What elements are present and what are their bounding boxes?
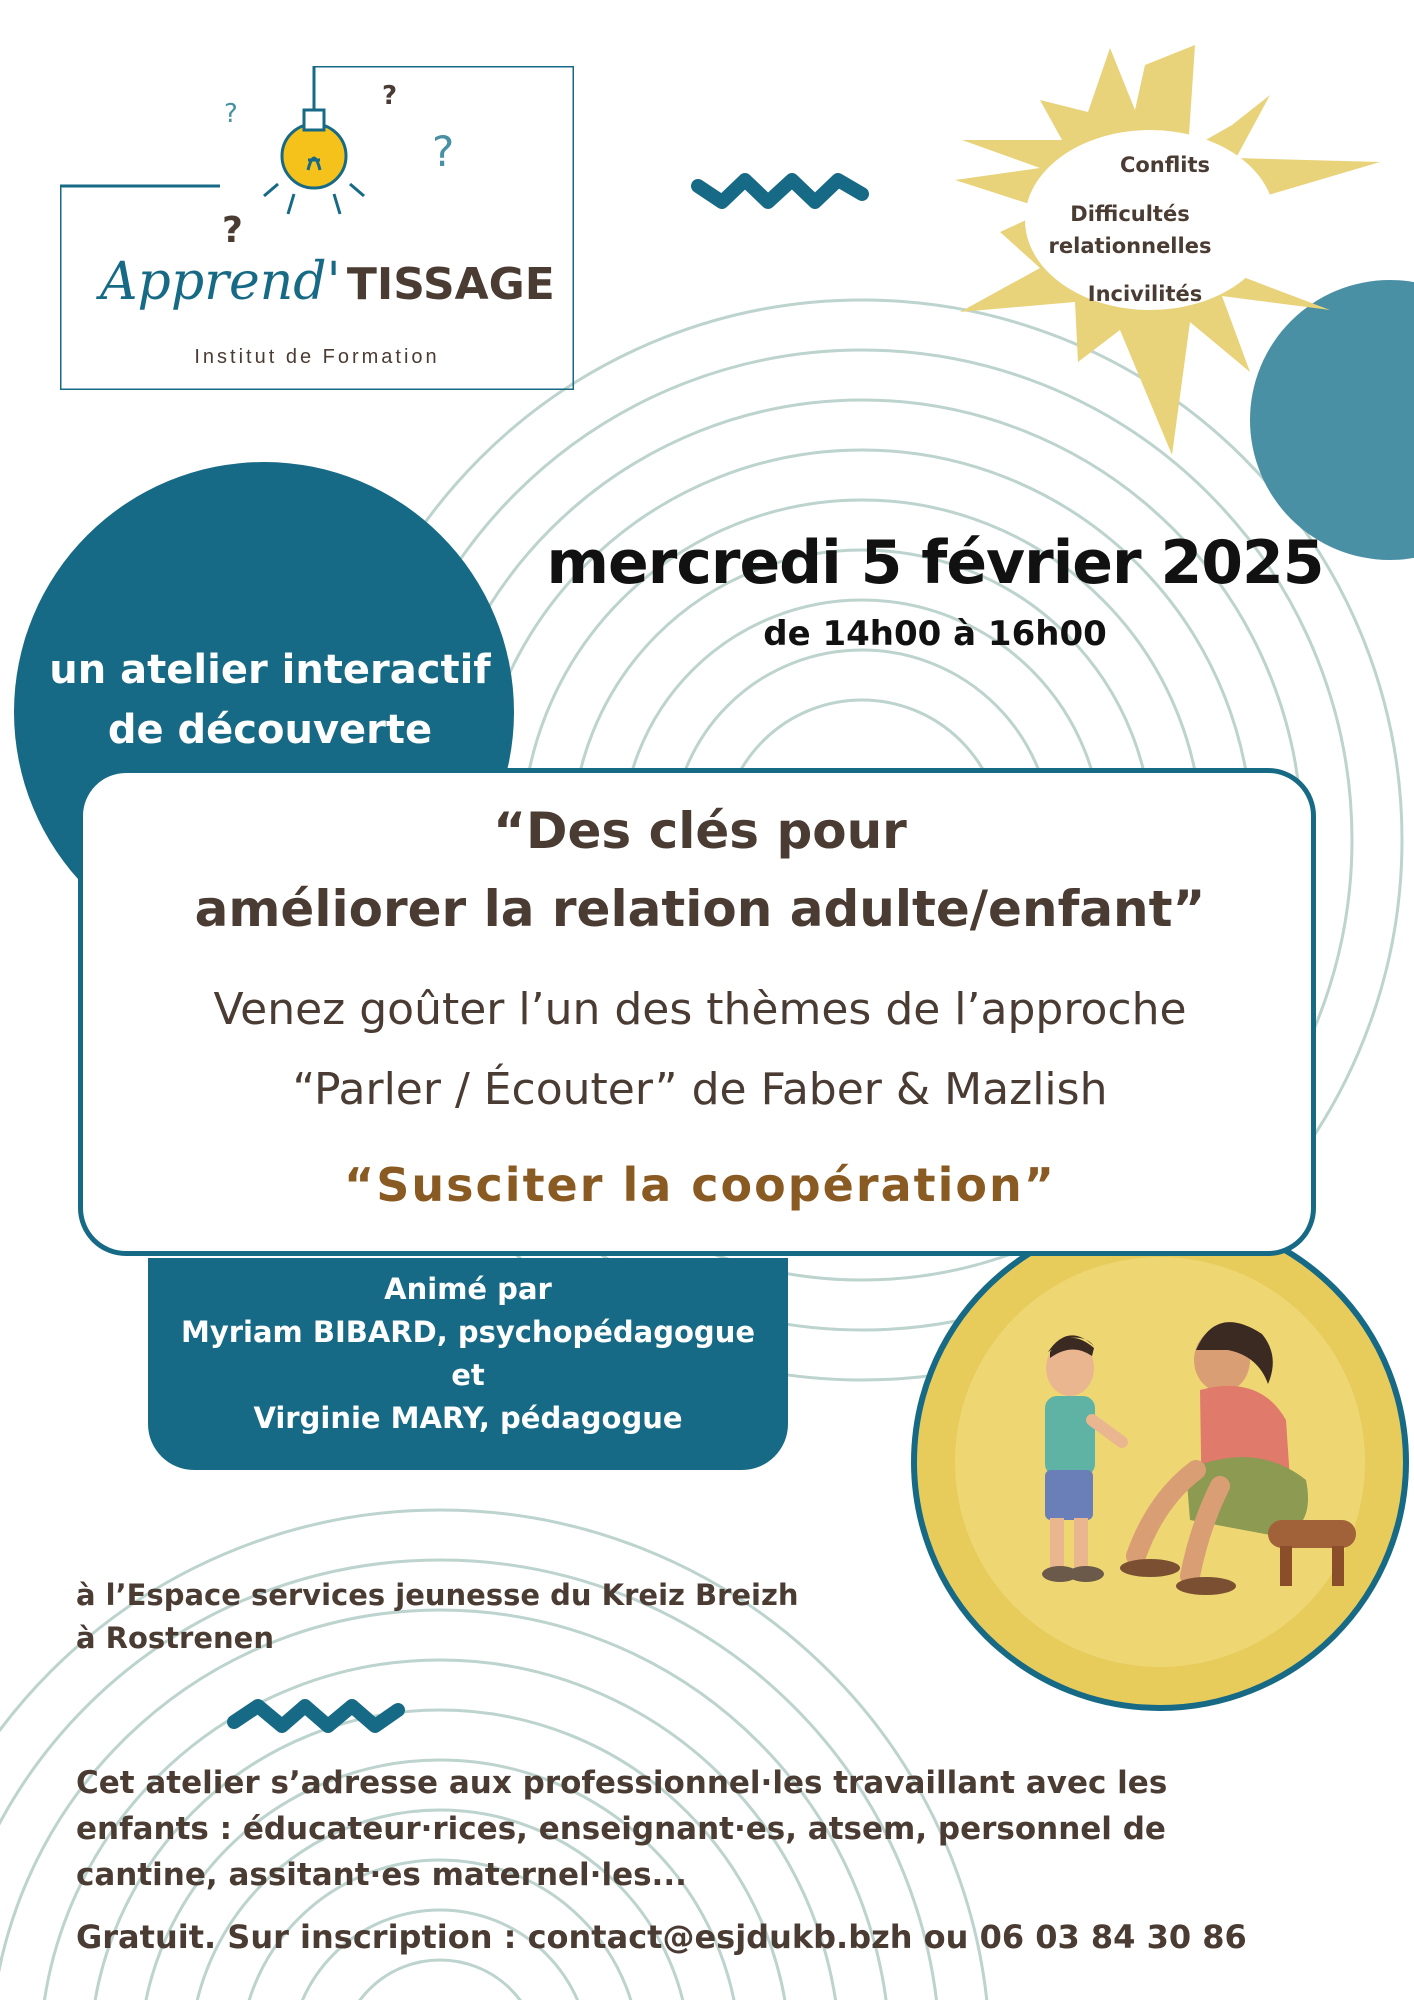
logo-subtitle: Institut de Formation	[194, 346, 440, 368]
animator-1: Myriam BIBARD, psychopédagogue	[180, 1315, 756, 1349]
event-date: mercredi 5 février 2025	[546, 528, 1324, 598]
main-subtitle-line2: “Parler / Écouter” de Faber & Mazlish	[292, 1064, 1108, 1115]
logo-frame	[60, 66, 574, 390]
theme-difficultes-line2: relationnelles	[1048, 234, 1212, 258]
event-format	[40, 640, 500, 760]
main-subtitle	[100, 970, 1300, 1130]
audience-line2: enfants : éducateur·rices, enseignant·es, atsem, personnel de	[76, 1811, 1166, 1847]
contact-info: Gratuit. Sur inscription : contact@esjdukb.bzh ou 06 03 84 30 86	[76, 1918, 1247, 1956]
question-mark-icon: ?	[222, 210, 243, 251]
theme-incivilites: Incivilités	[1087, 282, 1203, 306]
logo-wordmark	[100, 252, 570, 312]
question-mark-icon: ?	[224, 99, 238, 129]
logo-strong-text: TISSAGE	[346, 259, 555, 310]
audience-line1: Cet atelier s’adresse aux professionnel·les travaillant avec les	[76, 1765, 1168, 1801]
event-time: de 14h00 à 16h00	[763, 614, 1107, 654]
animators-and: et	[451, 1358, 485, 1392]
main-quote: “Susciter la coopération”	[344, 1158, 1056, 1212]
event-location	[76, 1574, 876, 1660]
main-title	[100, 792, 1300, 948]
main-subtitle-line1: Venez goûter l’un des thèmes de l’approche	[213, 984, 1187, 1035]
logo-script-text: Apprend'	[100, 252, 341, 312]
main-title-line1: “Des clés pour	[493, 802, 907, 860]
location-line2: à Rostrenen	[76, 1621, 274, 1655]
main-title-line2: améliorer la relation adulte/enfant”	[194, 880, 1206, 938]
lightbulb-icon	[264, 110, 364, 214]
theme-difficultes-line1: Difficultés	[1070, 202, 1190, 226]
audience-line3: cantine, assitant·es maternel·les...	[76, 1857, 687, 1893]
teal-circle-right	[1250, 280, 1414, 560]
theme-conflits: Conflits	[1119, 153, 1211, 177]
event-format-line2: de découverte	[107, 707, 433, 753]
question-mark-icon: ?	[432, 127, 455, 176]
zigzag-bottom	[234, 1706, 398, 1726]
zigzag-top	[698, 180, 862, 202]
animators-intro: Animé par	[384, 1272, 552, 1306]
location-line1: à l’Espace services jeunesse du Kreiz Breizh	[76, 1578, 799, 1612]
event-format-line1: un atelier interactif	[49, 647, 491, 693]
audience-text	[76, 1760, 1306, 1898]
animators-text	[148, 1268, 788, 1440]
animator-2: Virginie MARY, pédagogue	[253, 1401, 683, 1435]
question-mark-icon: ?	[382, 81, 398, 111]
illustration	[914, 1216, 1406, 1708]
